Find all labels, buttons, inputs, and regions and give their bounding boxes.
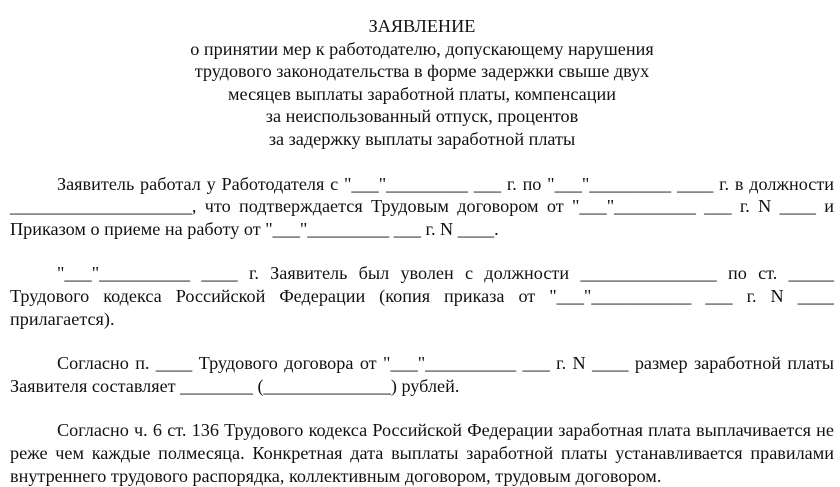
document-page <box>10 15 834 487</box>
spacer <box>10 240 834 262</box>
spacer <box>10 151 834 173</box>
paragraph-salary: Согласно п. ____ Трудового договора от "___"__________ ___ г. N ____ размер заработной платы Заявителя составляет ________ (______________) рублей. <box>10 353 834 396</box>
paragraph-labor-code-reference: Согласно ч. 6 ст. 136 Трудового кодекса Российской Федерации заработная плата выплачивается не реже чем каждые полмесяца. Конкретная дата выплаты заработной платы устанавливается правилами внутреннего трудового распорядка, коллективным договором, трудовым договором. <box>10 420 834 486</box>
document-title: ЗАЯВЛЕНИЕ <box>368 16 476 36</box>
document-subtitle-line-5: за задержку выплаты заработной платы <box>268 128 576 149</box>
document-header <box>10 15 834 151</box>
document-subtitle-line-1: о принятии мер к работодателю, допускающему нарушения <box>190 38 654 59</box>
document-subtitle-line-3: месяцев выплаты заработной платы, компенсации <box>228 83 616 104</box>
spacer <box>10 397 834 419</box>
paragraph-dismissal: "___"__________ ____ г. Заявитель был уволен с должности _______________ по ст. _____ Трудового кодекса Российской Федерации (копия приказа от "___"___________ ___ г. N ____ прилагается). <box>10 263 834 329</box>
document-subtitle-line-4: за неиспользованный отпуск, процентов <box>265 106 579 127</box>
paragraph-employment-period: Заявитель работал у Работодателя с "___"_________ ___ г. по "___"_________ ____ г. в должности ____________________, что подтверждается Трудовым договором от "___"_________ ___ г. N ____ и Приказом о приеме на работу от "___"_________ ___ г. N ____. <box>10 173 834 239</box>
document-subtitle-line-2: трудового законодательства в форме задержки свыше двух <box>194 61 650 82</box>
spacer <box>10 330 834 352</box>
